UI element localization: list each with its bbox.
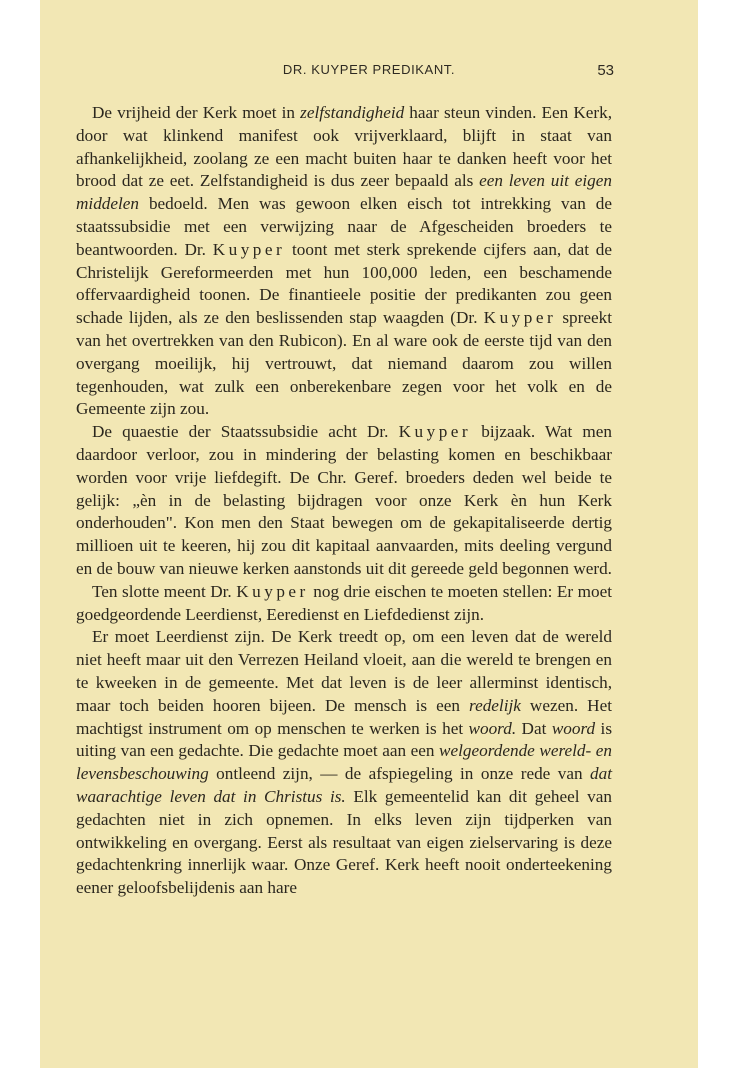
text-run: haar steun vinden. Een Kerk, door wat klinkend manifest ook vrijverklaard, blijft in staat van afhankelijkheid, zoolang ze een macht buiten haar te danken heeft voor het brood dat ze eet. Zelfstandigheid is dus zeer bepaald als: [76, 103, 612, 191]
text-run: ontleend zijn, — de afspiegeling in onze rede van: [208, 764, 591, 784]
text-run: toont met sterk sprekende cijfers aan, dat de Christelijk Gereformeerden met hun 100,000 leden, een beschamende offervaardigheid toonen. De finantieele positie der predikanten zou geen schade lijden, als ze den beslissenden stap waagden (Dr.: [76, 239, 612, 328]
emphasis: zelfstandigheid: [300, 103, 405, 122]
text-run: Ten slotte meent Dr.: [92, 581, 237, 601]
text-run: is uiting van een gedachte. Die gedachte moet aan een: [76, 718, 613, 761]
text-run: Er moet Leerdienst zijn. De Kerk treedt op, om een leven dat de wereld niet heeft maar uit den Verrezen Heiland vloeit, aan die wereld te brengen en te kweeken in de gemeente. Met dat leven is de leer allerminst identisch, maar toch beiden hooren bijeen. De mensch is een: [76, 627, 612, 715]
text-run: spreekt van het overtrekken van den Rubicon). En al ware ook de eerste tijd van den overgang moeilijk, hij vertrouwt, dat niemand daarom zou willen tegenhouden, wat zulk een onberekenbare zegen voor het volk en de Gemeente zijn zou.: [76, 308, 612, 419]
text-run: De quaestie der Staatssubsidie acht Dr.: [92, 422, 399, 442]
spaced-name: Kuyper: [236, 581, 309, 601]
text-run: Elk gemeentelid kan dit geheel van gedachten niet in zich opnemen. In elks leven zijn tijdperken van ontwikkeling en overgang. Eerst als resultaat van eigen zielservaring is deze gedachtenkring innerlijk waar. Onze Geref. Kerk heeft nooit onderteekening eener geloofsbelijdenis aan hare: [76, 786, 613, 898]
paragraph-3: [76, 581, 612, 627]
running-head: DR. KUYPER PREDIKANT.: [282, 62, 456, 77]
text-run: bedoeld. Men was gewoon elken eisch tot intrekking van de staatssubsidie met een verwijzing naar de Afgescheiden broeders te beantwoorden. Dr.: [76, 194, 612, 259]
text-run: De vrijheid der Kerk moet in: [92, 103, 301, 122]
emphasis: woord.: [468, 718, 517, 738]
spaced-name: Kuyper: [483, 308, 557, 328]
emphasis: dat waarachtige leven dat in Christus is.: [76, 764, 612, 806]
body-text: [76, 102, 612, 900]
emphasis: woord: [551, 718, 596, 738]
emphasis: redelijk: [469, 695, 521, 715]
text-run: wezen. Het machtigst instrument om op menschen te werken is het: [76, 695, 612, 738]
paragraph-2: [76, 421, 612, 581]
text-run: bijzaak. Wat men daardoor verloor, zou in mindering der belasting komen en beschikbaar worden voor vrije liefdegift. De Chr. Geref. broeders deden wel beide te gelijk: „èn in de belasting bijdragen voor onze Kerk èn hun Kerk onderhouden". Kon men den Staat bewegen om de gekapitaliseerde dertig millioen uit te keeren, hij zou dit kapitaal aanvaarden, mits deeling vergund en de bouw van nieuwe kerken aanstonds uit dit gereede geld begonnen werd.: [76, 422, 613, 578]
emphasis: welgeordende wereld- en levensbeschouwing: [76, 741, 612, 784]
paragraph-4: [76, 626, 612, 900]
spaced-name: Kuyper: [398, 422, 472, 442]
book-page: [40, 0, 698, 1068]
spaced-name: Kuyper: [212, 239, 286, 259]
paragraph-1: [76, 102, 612, 421]
text-run: nog drie eischen te moeten stellen: Er moet goedgeordende Leerdienst, Eeredienst en Liefdedienst zijn.: [76, 581, 612, 624]
text-run: Dat: [516, 718, 552, 738]
page-number: 53: [597, 62, 614, 79]
emphasis: een leven uit eigen middelen: [76, 171, 612, 214]
page-header: [40, 62, 698, 86]
